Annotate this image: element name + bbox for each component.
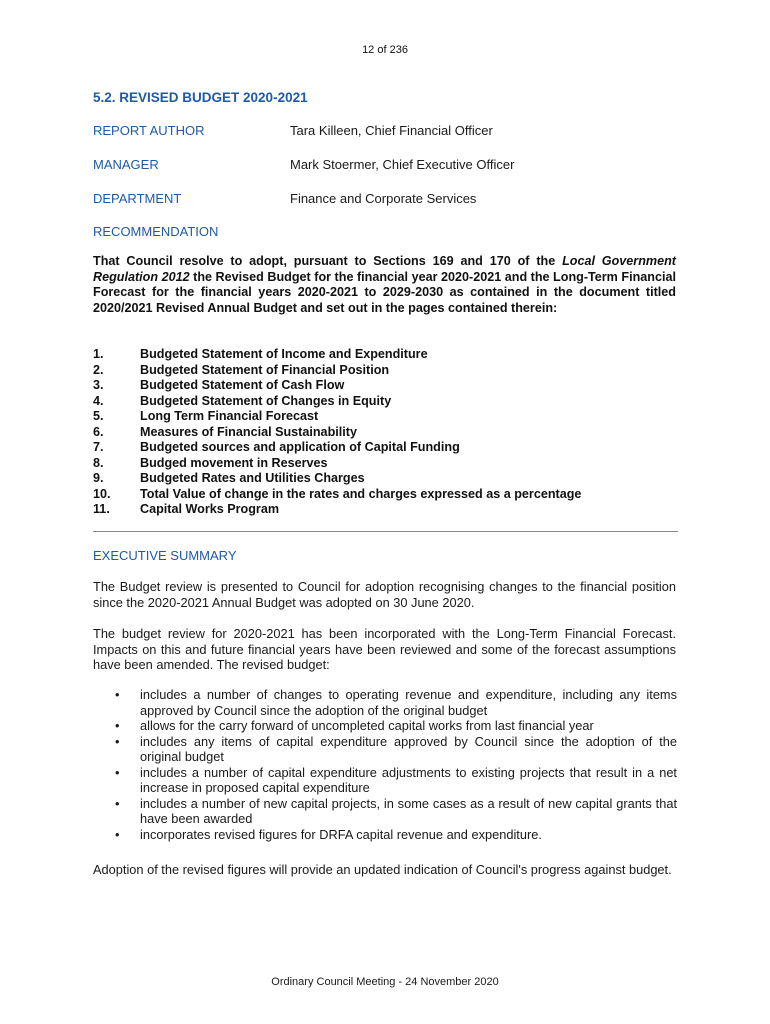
item-number: 7. xyxy=(93,440,104,454)
summary-paragraph-2: The budget review for 2020-2021 has been incorporated with the Long-Term Financial Forecast. Impacts on this and future financial years have been reviewed and some of the forecast assumptions have been amended. The revised budget: xyxy=(93,626,676,672)
item-number: 4. xyxy=(93,393,104,408)
meta-label: MANAGER xyxy=(93,157,159,172)
item-text: Budged movement in Reserves xyxy=(140,455,328,470)
recommendation-title: RECOMMENDATION xyxy=(93,224,219,239)
meta-value: Mark Stoermer, Chief Executive Officer xyxy=(290,157,515,172)
list-item xyxy=(93,456,693,472)
list-item xyxy=(93,502,693,518)
list-item xyxy=(93,425,693,441)
list-item xyxy=(93,347,693,363)
item-text: Budgeted Statement of Financial Position xyxy=(140,362,390,377)
bullet-icon: • xyxy=(115,764,120,780)
list-item xyxy=(93,409,693,425)
list-item xyxy=(93,687,677,718)
list-item xyxy=(93,718,677,734)
item-number: 10. xyxy=(93,486,111,501)
list-item xyxy=(93,796,677,827)
section-divider xyxy=(93,531,678,532)
item-text: Long Term Financial Forecast xyxy=(140,409,319,423)
list-item xyxy=(93,440,693,456)
section-heading: 5.2. REVISED BUDGET 2020-2021 xyxy=(93,90,308,105)
meta-label: REPORT AUTHOR xyxy=(93,123,205,138)
item-text: Budgeted Rates and Utilities Charges xyxy=(140,471,365,485)
item-number: 2. xyxy=(93,362,104,377)
rec-text-italic: Local Government Regulation 2012 xyxy=(93,254,676,284)
bullet-icon: • xyxy=(115,826,120,842)
item-text: Total Value of change in the rates and charges expressed as a percentage xyxy=(140,486,582,501)
summary-bullet-list xyxy=(93,687,677,842)
page-number: 12 of 236 xyxy=(362,44,408,56)
meta-value: Tara Killeen, Chief Financial Officer xyxy=(290,123,493,138)
item-text: Capital Works Program xyxy=(140,502,280,516)
list-item xyxy=(93,378,693,394)
list-item xyxy=(93,363,693,379)
bullet-text: includes any items of capital expenditure approved by Council since the adoption of the original budget xyxy=(140,733,677,764)
list-item xyxy=(93,827,677,843)
item-number: 9. xyxy=(93,471,104,485)
list-item xyxy=(93,487,693,503)
list-item xyxy=(93,765,677,796)
rec-text-start: That Council resolve to adopt, pursuant to Sections 169 and 170 of the xyxy=(93,254,563,268)
rec-text-end: the Revised Budget for the financial year 2020-2021 and the Long-Term Financial Forecast for the financial years 2020-2021 to 2029-2030 as contained in the document titled 2020/2021 Revised Annual Budget and set out in the pages contained therein: xyxy=(93,269,676,315)
item-number: 11. xyxy=(93,502,110,516)
meta-value: Finance and Corporate Services xyxy=(290,191,477,206)
item-number: 1. xyxy=(93,347,104,361)
bullet-text: includes a number of capital expenditure adjustments to existing projects that result in a net increase in proposed capital expenditure xyxy=(140,764,677,795)
item-text: Measures of Financial Sustainability xyxy=(140,424,357,439)
executive-summary-title: EXECUTIVE SUMMARY xyxy=(93,548,237,563)
bullet-icon: • xyxy=(115,733,120,749)
summary-paragraph-3: Adoption of the revised figures will provide an updated indication of Council's progress against budget. xyxy=(93,862,672,877)
list-item xyxy=(93,471,693,487)
meta-label: DEPARTMENT xyxy=(93,191,182,206)
bullet-icon: • xyxy=(115,718,120,733)
bullet-text: incorporates revised figures for DRFA capital revenue and expenditure. xyxy=(140,826,542,842)
item-text: Budgeted Statement of Changes in Equity xyxy=(140,393,392,408)
bullet-text: includes a number of changes to operating revenue and expenditure, including any items approved by Council since the adoption of the original budget xyxy=(140,687,677,718)
item-number: 3. xyxy=(93,378,104,392)
bullet-text: includes a number of new capital projects, in some cases as a result of new capital grants that have been awarded xyxy=(140,795,677,826)
item-number: 8. xyxy=(93,455,104,470)
recommendation-list xyxy=(93,347,693,518)
bullet-text: allows for the carry forward of uncompleted capital works from last financial year xyxy=(140,718,594,733)
item-text: Budgeted Statement of Cash Flow xyxy=(140,378,345,392)
list-item xyxy=(93,394,693,410)
summary-paragraph-1: The Budget review is presented to Council for adoption recognising changes to the financial position since the 2020-2021 Annual Budget was adopted on 30 June 2020. xyxy=(93,579,676,610)
list-item xyxy=(93,734,677,765)
recommendation-paragraph xyxy=(93,254,676,316)
page-footer: Ordinary Council Meeting - 24 November 2020 xyxy=(271,976,499,988)
item-text: Budgeted Statement of Income and Expenditure xyxy=(140,347,428,361)
item-number: 6. xyxy=(93,424,104,439)
bullet-icon: • xyxy=(115,687,120,702)
item-text: Budgeted sources and application of Capital Funding xyxy=(140,440,460,454)
bullet-icon: • xyxy=(115,795,120,811)
item-number: 5. xyxy=(93,409,104,423)
